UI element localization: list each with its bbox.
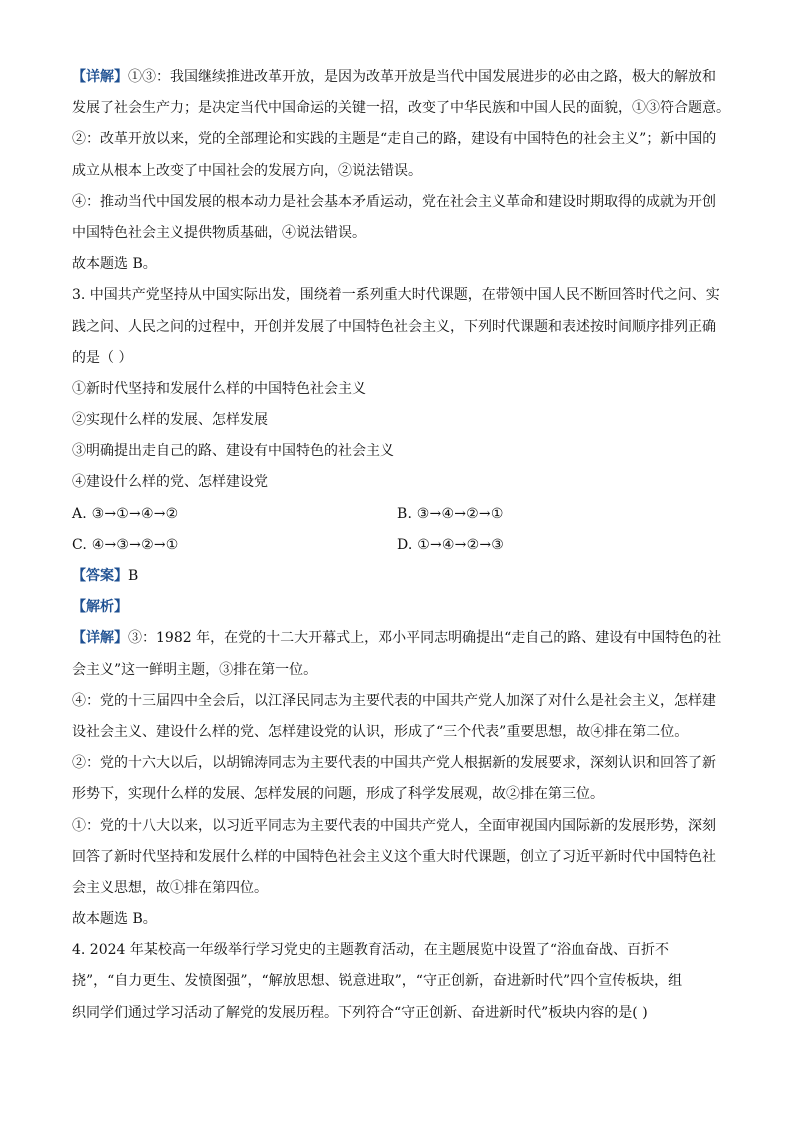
q4-stem-line-1: 4. 2024 年某校高一年级举行学习党史的主题教育活动，在主题展览中设置了“浴血奋战、百折不 bbox=[72, 942, 670, 959]
q3-detail-line-2: 会主义”这一鲜明主题，③排在第一位。 bbox=[72, 661, 318, 678]
q2-detail-line-1 bbox=[72, 62, 732, 93]
q3-answer bbox=[72, 561, 732, 592]
text: ③：1982 年，在党的十二大开幕式上，邓小平同志明确提出“走自己的路、建设有中国特色的社 bbox=[128, 630, 722, 647]
q3-detail-line-5: ②：党的十六大以后，以胡锦涛同志为主要代表的中国共产党人根据新的发展要求，深刻认识和回答了新 bbox=[72, 755, 716, 772]
q3-detail-line-7: ①：党的十八大以来，以习近平同志为主要代表的中国共产党人，全面审视国内国际新的发展形势，深刻 bbox=[72, 817, 716, 834]
q3-item-1: ①新时代坚持和发展什么样的中国特色社会主义 bbox=[72, 380, 366, 397]
q3-detail-line-8: 回答了新时代坚持和发展什么样的中国特色社会主义这个重大时代课题，创立了习近平新时代中国特色社 bbox=[72, 848, 716, 865]
q3-stem-line-3: 的是（ ） bbox=[72, 349, 133, 366]
q4-stem-line-3: 织同学们通过学习活动了解党的发展历程。下列符合“守正创新、奋进新时代”板块内容的是( ) bbox=[72, 1004, 648, 1021]
q3-stem-line-1: 3. 中国共产党坚持从中国实际出发，围绕着一系列重大时代课题，在带领中国人民不断回答时代之问、实 bbox=[72, 287, 720, 304]
q2-conclusion: 故本题选 B。 bbox=[72, 256, 157, 273]
q3-detail-line-1 bbox=[72, 623, 732, 654]
q3-conclusion: 故本题选 B。 bbox=[72, 911, 157, 928]
q2-detail-line-3: ②：改革开放以来，党的全部理论和实践的主题是“走自己的路，建设有中国特色的社会主义”；新中国的 bbox=[72, 131, 717, 148]
text: ①③：我国继续推进改革开放，是因为改革开放是当代中国发展进步的必由之路，极大的解放和 bbox=[128, 69, 716, 85]
option-c: C. ④→③→②→① bbox=[72, 536, 179, 553]
q3-stem-line-2: 践之问、人民之问的过程中，开创并发展了中国特色社会主义，下列时代课题和表述按时间顺序排列正确 bbox=[72, 318, 716, 335]
detail-tag: 【详解】 bbox=[72, 630, 128, 647]
detail-tag: 【详解】 bbox=[72, 69, 128, 85]
q2-detail-line-5: ④：推动当代中国发展的根本动力是社会基本矛盾运动，党在社会主义革命和建设时期取得的成就为开创 bbox=[72, 193, 716, 210]
q3-item-4: ④建设什么样的党、怎样建设党 bbox=[72, 474, 268, 491]
q3-analysis bbox=[72, 592, 732, 623]
q3-options-row-2 bbox=[72, 530, 732, 561]
q3-detail-line-9: 会主义思想，故①排在第四位。 bbox=[72, 879, 268, 896]
q3-detail-line-4: 设社会主义、建设什么样的党、怎样建设党的认识，形成了“三个代表”重要思想，故④排在第二位。 bbox=[72, 723, 689, 740]
answer-tag: 【答案】 bbox=[72, 568, 128, 584]
q3-detail-line-3: ④：党的十三届四中全会后，以江泽民同志为主要代表的中国共产党人加深了对什么是社会主义，怎样建 bbox=[72, 692, 716, 709]
q3-options-row-1 bbox=[72, 499, 732, 530]
q3-detail-line-6: 形势下，实现什么样的发展、怎样发展的问题，形成了科学发展观，故②排在第三位。 bbox=[72, 786, 604, 803]
option-a: A. ③→①→④→② bbox=[72, 505, 179, 522]
q3-item-3: ③明确提出走自己的路、建设有中国特色的社会主义 bbox=[72, 443, 394, 460]
option-b: B. ③→④→②→① bbox=[397, 505, 504, 522]
q3-item-2: ②实现什么样的发展、怎样发展 bbox=[72, 412, 268, 429]
option-d: D. ①→④→②→③ bbox=[397, 536, 505, 553]
q2-detail-line-6: 中国特色社会主义提供物质基础，④说法错误。 bbox=[72, 224, 366, 241]
answer-value: B bbox=[128, 568, 139, 584]
q2-detail-line-4: 成立从根本上改变了中国社会的发展方向，②说法错误。 bbox=[72, 162, 422, 179]
document-page bbox=[72, 62, 732, 1029]
analysis-tag: 【解析】 bbox=[72, 599, 128, 616]
q4-stem-line-2: 挠”，“自力更生、发愤图强”，“解放思想、锐意进取”，“守正创新，奋进新时代”四个宣传板块，组 bbox=[72, 973, 683, 990]
q2-detail-line-2: 发展了社会生产力；是决定当代中国命运的关键一招，改变了中华民族和中国人民的面貌，①③符合题意。 bbox=[72, 100, 730, 117]
